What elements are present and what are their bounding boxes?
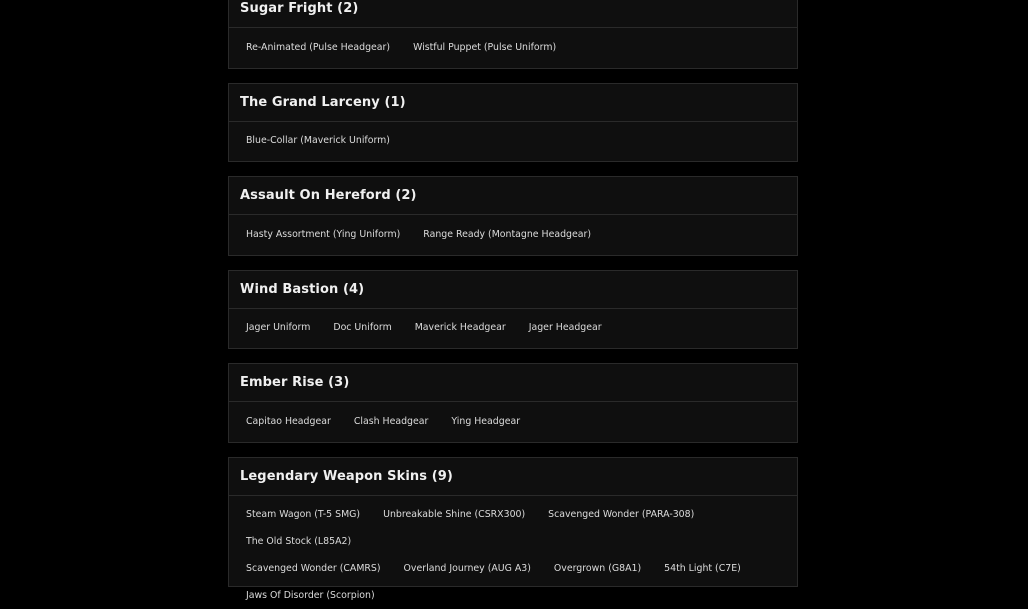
item-range-ready[interactable]: Range Ready (Montagne Headgear) [423,229,592,240]
section-header [229,84,797,122]
section-title: Legendary Weapon Skins (9) [240,469,453,484]
section-items [229,28,797,61]
item-wistful-puppet[interactable]: Wistful Puppet (Pulse Uniform) [413,42,557,53]
section-wind-bastion [228,270,798,349]
section-header [229,177,797,215]
item-overland-journey[interactable]: Overland Journey (AUG A3) [403,563,531,574]
section-grand-larceny [228,83,798,162]
section-title: The Grand Larceny (1) [240,95,406,110]
item-doc-uniform[interactable]: Doc Uniform [333,322,392,333]
item-re-animated[interactable]: Re-Animated (Pulse Headgear) [246,42,391,53]
item-the-old-stock[interactable]: The Old Stock (L85A2) [246,536,352,547]
section-items [229,215,797,248]
item-clash-headgear[interactable]: Clash Headgear [353,416,429,427]
item-scavenged-wonder-camrs[interactable]: Scavenged Wonder (CAMRS) [246,563,381,574]
section-items [229,496,797,609]
item-jager-headgear[interactable]: Jager Headgear [528,322,602,333]
item-ying-headgear[interactable]: Ying Headgear [451,416,521,427]
item-scavenged-wonder-para[interactable]: Scavenged Wonder (PARA-308) [548,509,695,520]
section-assault-on-hereford [228,176,798,256]
item-unbreakable-shine[interactable]: Unbreakable Shine (CSRX300) [383,509,526,520]
section-title: Assault On Hereford (2) [240,188,417,203]
item-jaws-of-disorder[interactable]: Jaws Of Disorder (Scorpion) [246,590,375,601]
section-items [229,402,797,435]
item-54th-light[interactable]: 54th Light (C7E) [664,563,741,574]
section-header [229,364,797,402]
section-ember-rise [228,363,798,443]
item-steam-wagon[interactable]: Steam Wagon (T-5 SMG) [246,509,361,520]
section-title: Wind Bastion (4) [240,282,365,297]
section-header [229,458,797,496]
item-hasty-assortment[interactable]: Hasty Assortment (Ying Uniform) [246,229,401,240]
item-jager-uniform[interactable]: Jager Uniform [246,322,311,333]
item-capitao-headgear[interactable]: Capitao Headgear [246,416,331,427]
section-title: Sugar Fright (2) [240,1,359,16]
section-items [229,122,797,154]
section-header [229,271,797,309]
item-overgrown[interactable]: Overgrown (G8A1) [553,563,642,574]
section-header [229,0,797,28]
section-title: Ember Rise (3) [240,375,350,390]
section-sugar-fright [228,0,798,69]
item-blue-collar[interactable]: Blue-Collar (Maverick Uniform) [246,135,390,146]
section-items [229,309,797,341]
section-legendary-weapon-skins [228,457,798,601]
item-maverick-headgear[interactable]: Maverick Headgear [414,322,506,333]
